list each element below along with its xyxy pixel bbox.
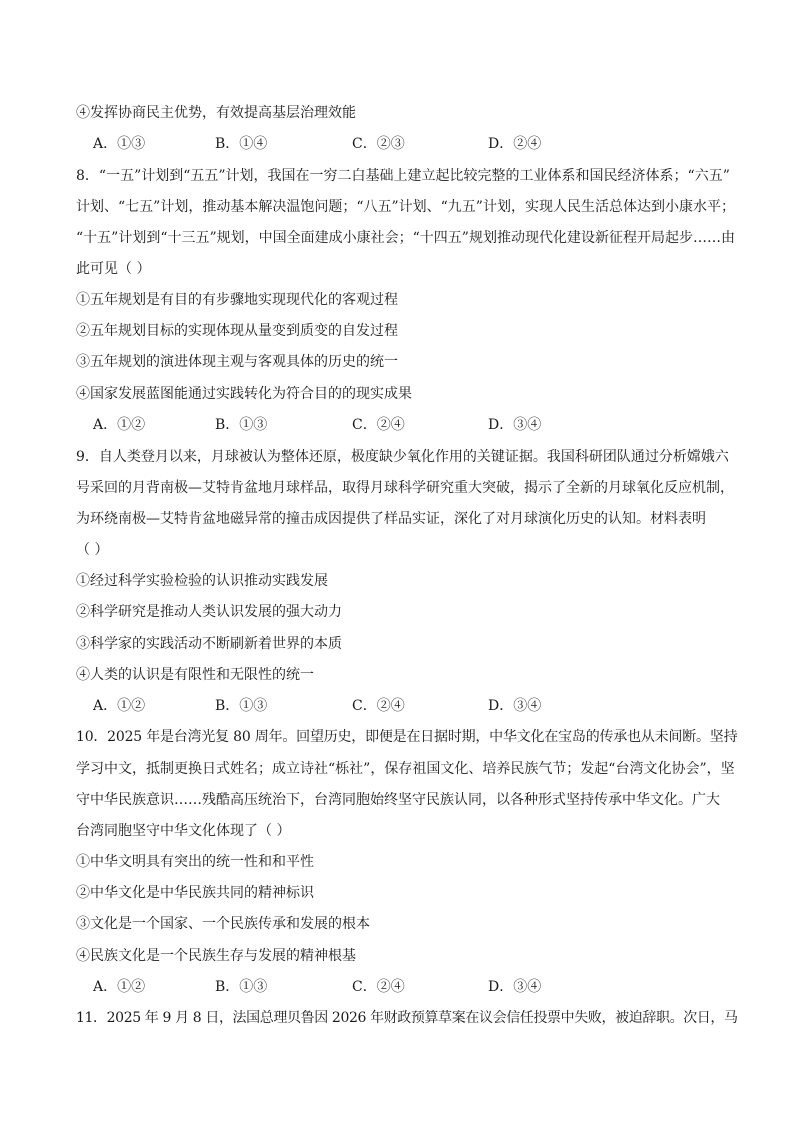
q8-item-2: ②五年规划目标的实现体现从量变到质变的自发过程: [76, 323, 398, 339]
q11-stem-line-1: 11．2025 年 9 月 8 日，法国总理贝鲁因 2026 年财政预算草案在议会信任投票中失败，被迫辞职。次日，马: [76, 1010, 738, 1026]
q7-option-a: A．①③: [93, 136, 146, 152]
q9-stem-line-4: （ ）: [76, 542, 109, 558]
q10-item-2: ②中华文化是中华民族共同的精神标识: [76, 885, 314, 901]
q9-item-4: ④人类的认识是有限性和无限性的统一: [76, 667, 314, 683]
q8-stem-line-3: “十五”计划到“十三五”规划，中国全面建成小康社会；“十四五”规划推动现代化建设新征程开局起步……由: [76, 230, 735, 246]
q7-option-b: B．①④: [215, 136, 268, 152]
q10-stem-line-4: 台湾同胞坚守中华文化体现了（ ）: [76, 823, 291, 839]
q10-option-a: A．①②: [93, 979, 146, 995]
q10-item-3: ③文化是一个国家、一个民族传承和发展的根本: [76, 916, 370, 932]
q10-option-d: D．③④: [488, 979, 542, 995]
q8-item-1: ①五年规划是有目的有步骤地实现现代化的客观过程: [76, 292, 398, 308]
q10-option-b: B．①③: [215, 979, 268, 995]
q8-option-a: A．①②: [93, 417, 146, 433]
q8-option-c: C．②④: [352, 417, 405, 433]
q9-item-1: ①经过科学实验检验的认识推动实践发展: [76, 573, 328, 589]
q8-item-3: ③五年规划的演进体现主观与客观具体的历史的统一: [76, 354, 398, 370]
q9-option-c: C．②④: [352, 698, 405, 714]
q10-option-c: C．②④: [352, 979, 405, 995]
q7-option-d: D．②④: [488, 136, 542, 152]
q9-item-3: ③科学家的实践活动不断刷新着世界的本质: [76, 636, 342, 652]
q8-stem-line-4: 此可见（ ）: [76, 261, 151, 277]
q8-option-b: B．①③: [215, 417, 268, 433]
q10-item-1: ①中华文明具有突出的统一性和和平性: [76, 854, 314, 870]
q9-stem-line-3: 为环绕南极—艾特肯盆地磁异常的撞击成因提供了样品实证，深化了对月球演化历史的认知。材料表明: [76, 511, 706, 527]
q10-stem-line-2: 学习中文，抵制更换日式姓名；成立诗社“栎社”，保存祖国文化、培养民族气节；发起“台湾文化协会”，坚: [76, 761, 735, 777]
q9-option-a: A．①②: [93, 698, 146, 714]
q7-item-4: ④发挥协商民主优势，有效提高基层治理效能: [76, 105, 356, 121]
q9-option-d: D．③④: [488, 698, 542, 714]
q9-stem-line-1: 9．自人类登月以来，月球被认为整体还原，极度缺少氧化作用的关键证据。我国科研团队通过分析嫦娥六: [76, 449, 729, 465]
q9-item-2: ②科学研究是推动人类认识发展的强大动力: [76, 604, 342, 620]
q8-stem-line-1: 8．“一五”计划到“五五”计划，我国在一穷二白基础上建立起比较完整的工业体系和国民经济体系；“六五”: [76, 168, 730, 184]
q10-stem-line-1: 10．2025 年是台湾光复 80 周年。回望历史，即便是在日据时期，中华文化在宝岛的传承也从未间断。坚持: [76, 729, 738, 745]
q8-stem-line-2: 计划、“七五”计划，推动基本解决温饱问题；“八五”计划、“九五”计划，实现人民生活总体达到小康水平；: [76, 199, 735, 215]
q7-option-c: C．②③: [352, 136, 405, 152]
q10-item-4: ④民族文化是一个民族生存与发展的精神根基: [76, 948, 356, 964]
q8-item-4: ④国家发展蓝图能通过实践转化为符合目的的现实成果: [76, 386, 412, 402]
q9-option-b: B．①③: [215, 698, 268, 714]
q10-stem-line-3: 守中华民族意识……残酷高压统治下，台湾同胞始终坚守民族认同，以各种形式坚持传承中华文化。广大: [76, 792, 720, 808]
q8-option-d: D．③④: [488, 417, 542, 433]
q9-stem-line-2: 号采回的月背南极—艾特肯盆地月球样品，取得月球科学研究重大突破，揭示了全新的月球氧化反应机制，: [76, 480, 734, 496]
